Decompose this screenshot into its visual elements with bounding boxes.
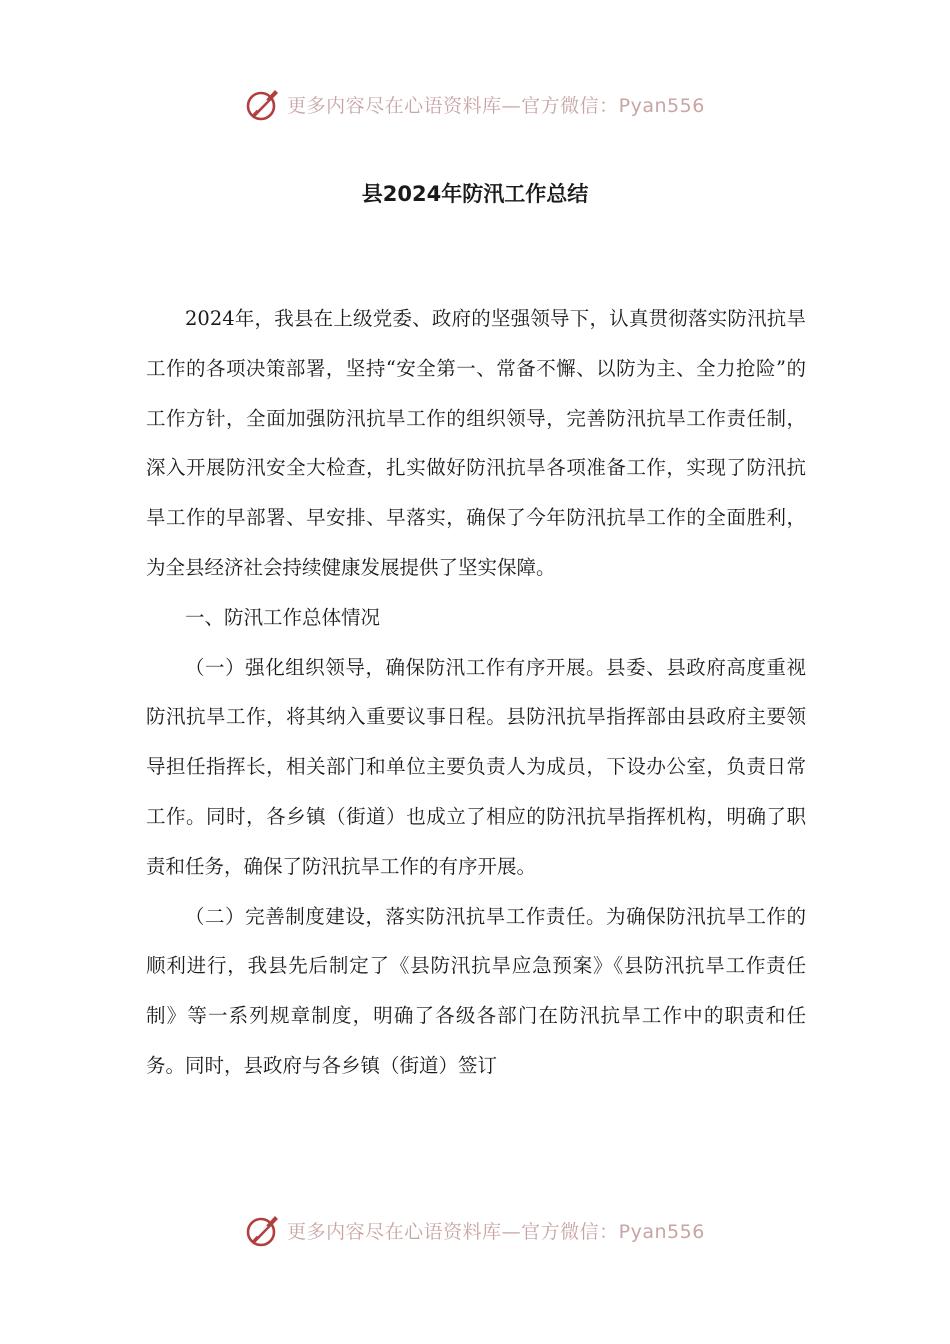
banner-text: 更多内容尽在心语资料库—官方微信：Pyan556	[287, 94, 705, 117]
wechat-id: Pyan556	[618, 94, 705, 117]
wechat-id: Pyan556	[618, 1220, 705, 1243]
quill-logo-icon	[245, 86, 281, 122]
document-body	[146, 294, 806, 1091]
footer-banner	[0, 1210, 950, 1250]
paragraph-system: （二）完善制度建设，落实防汛抗旱工作责任。为确保防汛抗旱工作的顺利进行，我县先后制定了《县防汛抗旱应急预案》《县防汛抗旱工作责任制》等一系列规章制度，明确了各级各部门在防汛抗旱工作中的职责和任务。同时，县政府与各乡镇（街道）签订	[146, 904, 806, 1077]
banner-text: 更多内容尽在心语资料库—官方微信：Pyan556	[287, 1220, 705, 1243]
quill-logo-icon	[245, 1212, 281, 1248]
paragraph-intro: 2024年，我县在上级党委、政府的坚强领导下，认真贯彻落实防汛抗旱工作的各项决策部署，坚持“安全第一、常备不懈、以防为主、全力抢险”的工作方针，全面加强防汛抗旱工作的组织领导，完善防汛抗旱工作责任制，深入开展防汛安全大检查，扎实做好防汛抗旱各项准备工作，实现了防汛抗旱工作的早部署、早安排、早落实，确保了今年防汛抗旱工作的全面胜利，为全县经济社会持续健康发展提供了坚实保障。	[146, 307, 806, 579]
section-heading: 一、防汛工作总体情况	[185, 605, 381, 629]
header-banner	[0, 84, 950, 124]
document-title: 县2024年防汛工作总结	[361, 182, 589, 206]
paragraph-organization: （一）强化组织领导，确保防汛工作有序开展。县委、县政府高度重视防汛抗旱工作，将其纳入重要议事日程。县防汛抗旱指挥部由县政府主要领导担任指挥长，相关部门和单位主要负责人为成员，下设办公室，负责日常工作。同时，各乡镇（街道）也成立了相应的防汛抗旱指挥机构，明确了职责和任务，确保了防汛抗旱工作的有序开展。	[146, 655, 806, 878]
